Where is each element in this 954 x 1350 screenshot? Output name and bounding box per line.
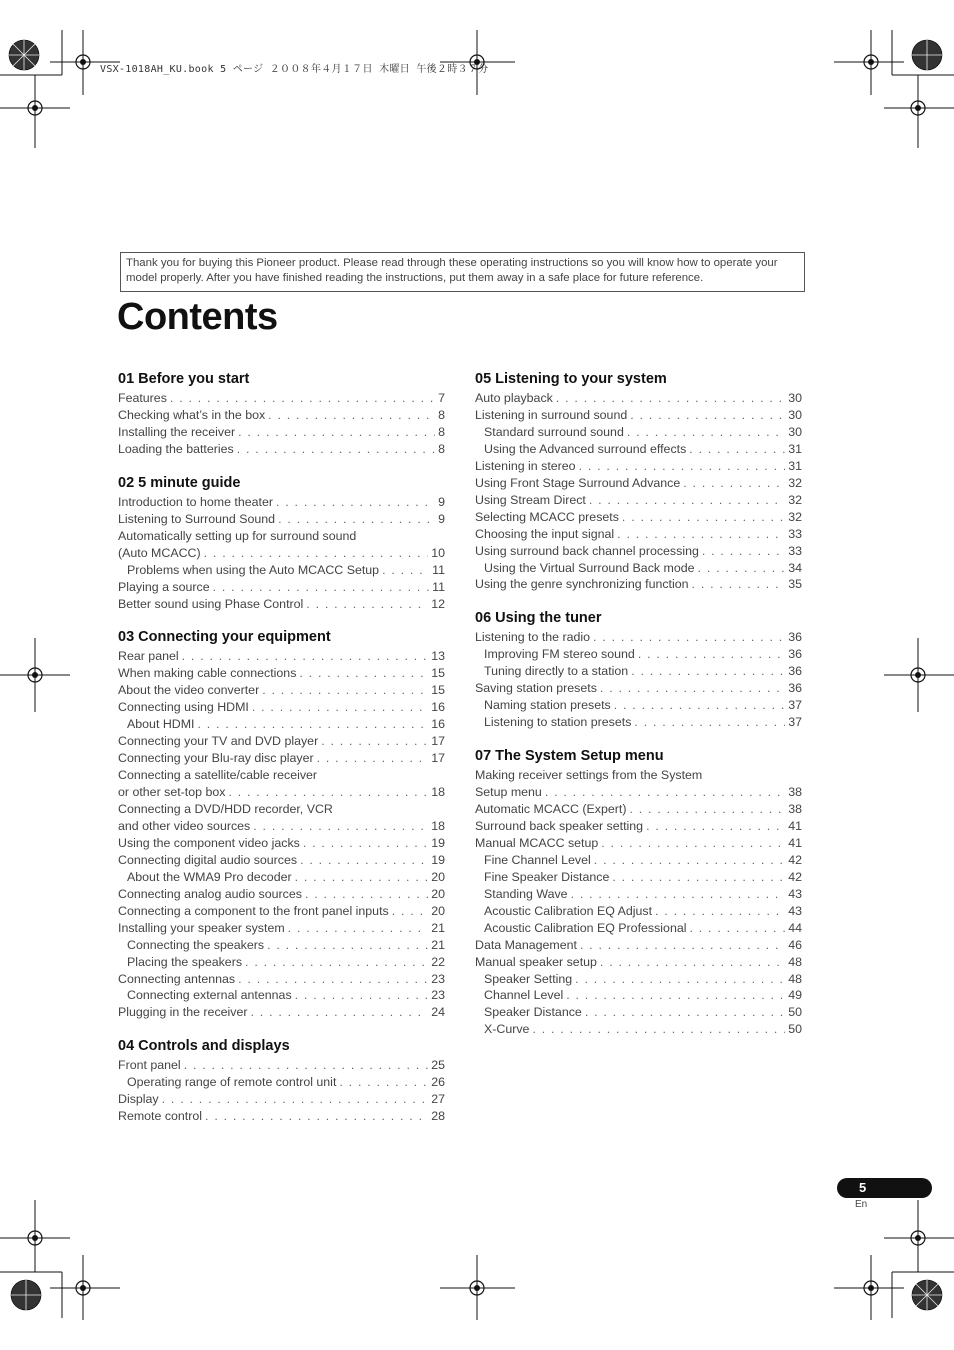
- dot-leader: [253, 818, 428, 835]
- toc-entry[interactable]: [127, 987, 445, 1004]
- toc-entry-page: 21: [431, 937, 445, 952]
- dot-leader: [566, 987, 785, 1004]
- toc-entry-title: Automatically setting up for surround sound: [118, 528, 357, 543]
- toc-entry-page: 15: [431, 683, 445, 698]
- dot-leader: [646, 818, 785, 835]
- toc-entry-page: 36: [788, 630, 802, 645]
- dot-leader: [299, 665, 428, 682]
- toc-entry[interactable]: [118, 665, 445, 682]
- dot-leader: [702, 543, 785, 560]
- toc-entry-page: 32: [788, 509, 802, 524]
- toc-entry-title: Connecting antennas: [118, 971, 236, 986]
- toc-entry-page: 10: [431, 545, 445, 560]
- toc-entry-page: 46: [788, 937, 802, 952]
- toc-entry[interactable]: [118, 441, 445, 458]
- toc-entry[interactable]: [118, 545, 445, 562]
- toc-entry-page: 38: [788, 785, 802, 800]
- toc-entry[interactable]: [118, 1004, 445, 1021]
- toc-entry-title: Standing Wave: [484, 886, 568, 901]
- toc-entry-title: Checking what’s in the box: [118, 407, 266, 422]
- toc-entry-page: 22: [431, 954, 445, 969]
- section-heading: 04 Controls and displays: [118, 1038, 290, 1055]
- toc-entry[interactable]: [484, 441, 802, 458]
- toc-entry-page: 20: [431, 886, 445, 901]
- dot-leader: [689, 441, 785, 458]
- toc-entry-title: Surround back speaker setting: [475, 818, 644, 833]
- toc-entry-title: Fine Channel Level: [484, 852, 591, 867]
- dot-leader: [600, 954, 785, 971]
- toc-entry[interactable]: [118, 1108, 445, 1125]
- toc-entry-page: 24: [431, 1005, 445, 1020]
- toc-entry-title: Connecting your Blu-ray disc player: [118, 751, 314, 766]
- toc-entry[interactable]: [475, 835, 802, 852]
- dot-leader: [204, 545, 429, 562]
- toc-entry-page: 15: [431, 666, 445, 681]
- toc-entry-title: Channel Level: [484, 988, 564, 1003]
- toc-entry[interactable]: [118, 903, 445, 920]
- toc-entry-title: Connecting using HDMI: [118, 700, 249, 715]
- toc-entry-title: Placing the speakers: [127, 954, 243, 969]
- toc-entry-title: Connecting a DVD/HDD recorder, VCR: [118, 802, 333, 816]
- toc-entry-title: Improving FM stereo sound: [484, 647, 635, 662]
- toc-entry-title: Connecting digital audio sources: [118, 852, 298, 867]
- dot-leader: [170, 390, 435, 407]
- toc-entry[interactable]: [475, 629, 802, 646]
- dot-leader: [317, 750, 429, 767]
- toc-entry-page: 41: [788, 818, 802, 833]
- toc-entry[interactable]: [484, 560, 802, 577]
- toc-entry-title: Remote control: [118, 1109, 203, 1124]
- dot-leader: [631, 663, 785, 680]
- toc-entry-page: 9: [438, 511, 445, 526]
- toc-entry-title: Using surround back channel processing: [475, 543, 699, 558]
- toc-entry-title: Plugging in the receiver: [118, 1005, 248, 1020]
- toc-entry[interactable]: [484, 424, 802, 441]
- toc-entry[interactable]: [475, 784, 802, 801]
- toc-entry[interactable]: [127, 716, 445, 733]
- toc-entry-title: When making cable connections: [118, 666, 297, 681]
- toc-entry-page: 26: [431, 1075, 445, 1090]
- toc-entry-title: Listening to station presets: [484, 715, 632, 730]
- toc-entry[interactable]: [475, 767, 802, 784]
- toc-entry-title: Problems when using the Auto MCACC Setup: [127, 562, 380, 577]
- dot-leader: [382, 562, 429, 579]
- toc-entry-title: Connecting analog audio sources: [118, 886, 302, 901]
- dot-leader: [184, 1057, 429, 1074]
- dot-leader: [278, 511, 435, 528]
- dot-leader: [238, 424, 435, 441]
- toc-entry-title: Manual speaker setup: [475, 954, 597, 969]
- toc-entry-page: 48: [788, 954, 802, 969]
- toc-entry-page: 30: [788, 407, 802, 422]
- toc-entry[interactable]: [118, 971, 445, 988]
- toc-entry-page: 21: [431, 920, 445, 935]
- toc-entry-title: Making receiver settings from the System: [475, 768, 703, 783]
- toc-entry-title: Connecting external antennas: [127, 988, 292, 1003]
- dot-leader: [634, 714, 785, 731]
- toc-entry[interactable]: [484, 697, 802, 714]
- dot-leader: [339, 1074, 428, 1091]
- toc-entry[interactable]: [118, 699, 445, 716]
- toc-entry-page: 42: [788, 869, 802, 884]
- toc-entry[interactable]: [475, 407, 802, 424]
- dot-leader: [228, 784, 428, 801]
- dot-leader: [579, 458, 786, 475]
- toc-entry[interactable]: [475, 937, 802, 954]
- toc-entry-title: Installing your speaker system: [118, 920, 285, 935]
- toc-entry[interactable]: [475, 492, 802, 509]
- toc-entry[interactable]: [118, 511, 445, 528]
- page-number: 5: [837, 1178, 932, 1198]
- dot-leader: [238, 971, 428, 988]
- section-heading: 06 Using the tuner: [475, 610, 602, 627]
- toc-entry-title: Display: [118, 1092, 159, 1107]
- dot-leader: [580, 937, 785, 954]
- toc-entry-title: Front panel: [118, 1058, 181, 1073]
- toc-entry[interactable]: [118, 528, 445, 545]
- toc-entry-title: Listening to the radio: [475, 630, 591, 645]
- toc-entry-page: 11: [432, 579, 445, 594]
- toc-entry-page: 32: [788, 475, 802, 490]
- toc-entry[interactable]: [484, 1004, 802, 1021]
- dot-leader: [629, 801, 785, 818]
- toc-entry-title: Standard surround sound: [484, 424, 624, 439]
- toc-entry-page: 35: [788, 577, 802, 592]
- toc-entry[interactable]: [484, 646, 802, 663]
- toc-entry[interactable]: [484, 663, 802, 680]
- toc-entry-title: (Auto MCACC): [118, 545, 201, 560]
- toc-entry[interactable]: [118, 886, 445, 903]
- toc-entry-title: or other set-top box: [118, 785, 226, 800]
- toc-entry[interactable]: [127, 1074, 445, 1091]
- toc-entry[interactable]: [475, 954, 802, 971]
- dot-leader: [288, 920, 429, 937]
- toc-entry-title: Loading the batteries: [118, 441, 234, 456]
- dot-leader: [321, 733, 428, 750]
- toc-entry[interactable]: [475, 526, 802, 543]
- toc-entry-page: 20: [431, 903, 445, 918]
- dot-leader: [630, 407, 785, 424]
- page-title: Contents: [117, 296, 278, 338]
- toc-entry-page: 23: [431, 988, 445, 1003]
- toc-entry-page: 33: [788, 526, 802, 541]
- toc-entry-title: Tuning directly to a station: [484, 664, 629, 679]
- toc-entry[interactable]: [475, 680, 802, 697]
- dot-leader: [213, 579, 430, 596]
- section-heading: 03 Connecting your equipment: [118, 629, 331, 646]
- dot-leader: [295, 869, 429, 886]
- dot-leader: [617, 526, 785, 543]
- dot-leader: [267, 937, 428, 954]
- dot-leader: [698, 560, 786, 577]
- toc-entry[interactable]: [127, 954, 445, 971]
- toc-entry-page: 43: [788, 886, 802, 901]
- section-heading: 01 Before you start: [118, 371, 250, 387]
- toc-entry-title: Acoustic Calibration EQ Professional: [484, 920, 687, 935]
- toc-entry-page: 32: [788, 492, 802, 507]
- dot-leader: [683, 475, 785, 492]
- toc-entry[interactable]: [484, 987, 802, 1004]
- toc-entry-page: 34: [788, 560, 802, 575]
- toc-entry[interactable]: [118, 767, 445, 784]
- toc-entry-title: Fine Speaker Distance: [484, 869, 610, 884]
- toc-entry-title: About HDMI: [127, 717, 195, 732]
- toc-entry[interactable]: [475, 458, 802, 475]
- dot-leader: [571, 886, 786, 903]
- dot-leader: [655, 903, 785, 920]
- toc-entry-title: Setup menu: [475, 785, 542, 800]
- toc-entry-title: Operating range of remote control unit: [127, 1075, 337, 1090]
- toc-entry-page: 38: [788, 802, 802, 816]
- dot-leader: [197, 716, 428, 733]
- toc-entry-page: 42: [788, 852, 802, 867]
- toc-entry-page: 31: [788, 441, 802, 456]
- toc-entry-page: 30: [788, 391, 802, 405]
- toc-entry-page: 33: [788, 543, 802, 558]
- toc-entry-title: Connecting the speakers: [127, 937, 265, 952]
- toc-entry-title: Naming station presets: [484, 698, 611, 713]
- toc-entry-page: 11: [432, 562, 445, 577]
- toc-entry[interactable]: [127, 937, 445, 954]
- toc-entry-title: X-Curve: [484, 1022, 530, 1037]
- dot-leader: [594, 852, 785, 869]
- toc-entry-title: Playing a source: [118, 579, 210, 594]
- toc-entry-title: Better sound using Phase Control: [118, 596, 304, 611]
- dot-leader: [600, 680, 785, 697]
- dot-leader: [585, 1004, 785, 1021]
- toc-entry[interactable]: [475, 475, 802, 492]
- toc-entry-title: Data Management: [475, 937, 577, 952]
- toc-entry-page: 44: [788, 920, 802, 935]
- toc-entry[interactable]: [484, 920, 802, 937]
- toc-entry-page: 50: [788, 1005, 802, 1020]
- toc-entry-title: Connecting a satellite/cable receiver: [118, 768, 318, 783]
- toc-entry-title: Rear panel: [118, 649, 179, 664]
- toc-entry-page: 17: [431, 751, 445, 766]
- toc-entry-page: 18: [431, 785, 445, 800]
- toc-entry-title: Features: [118, 391, 167, 405]
- dot-leader: [532, 1021, 785, 1038]
- section-heading: 05 Listening to your system: [475, 371, 667, 387]
- toc-entry[interactable]: [118, 1057, 445, 1074]
- toc-entry-page: 16: [431, 700, 445, 715]
- dot-leader: [245, 954, 428, 971]
- toc-entry-page: 19: [431, 835, 445, 850]
- toc-entry[interactable]: [118, 596, 445, 613]
- toc-entry[interactable]: [118, 390, 445, 407]
- toc-entry-page: 37: [788, 715, 802, 730]
- toc-entry-page: 36: [788, 681, 802, 696]
- toc-entry-title: Speaker Setting: [484, 971, 573, 986]
- toc-entry-page: 8: [438, 407, 445, 422]
- toc-entry[interactable]: [484, 869, 802, 886]
- toc-entry-page: 12: [431, 596, 445, 611]
- toc-entry-title: Connecting a component to the front panel inputs: [118, 903, 389, 918]
- toc-entry[interactable]: [127, 869, 445, 886]
- dot-leader: [252, 699, 428, 716]
- toc-entry-page: 8: [438, 441, 445, 456]
- dot-leader: [300, 852, 428, 869]
- toc-entry[interactable]: [118, 801, 445, 818]
- toc-entry[interactable]: [118, 648, 445, 665]
- toc-entry-title: Listening in surround sound: [475, 407, 628, 422]
- dot-leader: [305, 886, 428, 903]
- toc-entry[interactable]: [118, 1091, 445, 1108]
- toc-entry-page: 27: [431, 1092, 445, 1107]
- toc-entry-title: Choosing the input signal: [475, 526, 615, 541]
- toc-entry[interactable]: [484, 852, 802, 869]
- toc-entry[interactable]: [118, 682, 445, 699]
- dot-leader: [575, 971, 785, 988]
- print-header: VSX-1018AH_KU.book 5 ページ ２００８年４月１７日 木曜日 午後２時３７分: [100, 64, 489, 75]
- toc-entry-page: 17: [431, 734, 445, 749]
- dot-leader: [262, 682, 428, 699]
- toc-entry[interactable]: [484, 1021, 802, 1038]
- toc-entry-title: Automatic MCACC (Expert): [475, 802, 627, 816]
- dot-leader: [295, 987, 429, 1004]
- section-heading: 07 The System Setup menu: [475, 748, 664, 765]
- toc-entry-page: 9: [438, 494, 445, 509]
- dot-leader: [692, 576, 786, 593]
- toc-entry-title: Selecting MCACC presets: [475, 509, 619, 524]
- language-code: En: [855, 1199, 868, 1210]
- toc-entry-page: 20: [431, 869, 445, 884]
- toc-entry[interactable]: [475, 801, 802, 818]
- toc-entry-page: 41: [788, 835, 802, 850]
- toc-entry[interactable]: [118, 784, 445, 801]
- dot-leader: [545, 784, 785, 801]
- toc-entry[interactable]: [118, 852, 445, 869]
- toc-entry[interactable]: [118, 818, 445, 835]
- toc-entry-title: Acoustic Calibration EQ Adjust: [484, 903, 653, 918]
- dot-leader: [612, 869, 785, 886]
- toc-entry-title: Speaker Distance: [484, 1005, 582, 1020]
- dot-leader: [306, 596, 428, 613]
- section-heading: 02 5 minute guide: [118, 474, 241, 491]
- toc-entry-page: 25: [431, 1058, 445, 1073]
- dot-leader: [556, 390, 785, 407]
- toc-entry-title: Using the Virtual Surround Back mode: [484, 560, 695, 575]
- toc-entry-title: Installing the receiver: [118, 424, 236, 439]
- toc-entry-title: Listening to Surround Sound: [118, 511, 276, 526]
- dot-leader: [392, 903, 428, 920]
- toc-entry-title: About the video converter: [118, 683, 260, 698]
- toc-entry-page: 37: [788, 698, 802, 713]
- toc-entry[interactable]: [118, 494, 445, 511]
- toc-entry[interactable]: [118, 424, 445, 441]
- toc-entry-page: 7: [438, 391, 445, 405]
- dot-leader: [268, 407, 435, 424]
- toc-entry-title: and other video sources: [118, 818, 251, 833]
- intro-box: Thank you for buying this Pioneer product. Please read through these operating instructions so you will know how to operate your model properly. After you have finished reading the instructions, put them away in a safe place for future reference.: [120, 252, 805, 292]
- toc-entry-page: 18: [431, 818, 445, 833]
- toc-entry-page: 30: [788, 424, 802, 439]
- dot-leader: [614, 697, 785, 714]
- toc-entry-title: Using Front Stage Surround Advance: [475, 475, 681, 490]
- toc-entry[interactable]: [118, 835, 445, 852]
- toc-entry-title: Manual MCACC setup: [475, 835, 599, 850]
- toc-entry-page: 49: [788, 988, 802, 1003]
- toc-entry[interactable]: [118, 750, 445, 767]
- toc-entry-title: Using the Advanced surround effects: [484, 441, 687, 456]
- toc-entry[interactable]: [475, 818, 802, 835]
- toc-entry-title: Connecting your TV and DVD player: [118, 734, 319, 749]
- dot-leader: [237, 441, 435, 458]
- dot-leader: [601, 835, 785, 852]
- toc-entry[interactable]: [475, 576, 802, 593]
- dot-leader: [638, 646, 785, 663]
- toc-entry-title: Using the component video jacks: [118, 835, 300, 850]
- dot-leader: [689, 920, 785, 937]
- dot-leader: [627, 424, 785, 441]
- dot-leader: [182, 648, 429, 665]
- dot-leader: [276, 494, 435, 511]
- dot-leader: [593, 629, 785, 646]
- toc-entry-title: Saving station presets: [475, 681, 597, 696]
- toc-entry[interactable]: [484, 714, 802, 731]
- toc-entry[interactable]: [118, 733, 445, 750]
- dot-leader: [251, 1004, 429, 1021]
- toc-entry-page: 31: [788, 458, 802, 473]
- toc-entry-page: 23: [431, 971, 445, 986]
- toc-entry-title: Auto playback: [475, 391, 553, 405]
- toc-entry[interactable]: [118, 579, 445, 596]
- toc-entry[interactable]: [118, 407, 445, 424]
- toc-entry-title: About the WMA9 Pro decoder: [127, 869, 292, 884]
- dot-leader: [205, 1108, 428, 1125]
- dot-leader: [303, 835, 428, 852]
- toc-entry-page: 19: [431, 852, 445, 867]
- toc-entry[interactable]: [475, 509, 802, 526]
- toc-entry[interactable]: [484, 886, 802, 903]
- toc-entry-page: 36: [788, 664, 802, 679]
- dot-leader: [162, 1091, 429, 1108]
- toc-entry-page: 28: [431, 1109, 445, 1124]
- toc-entry[interactable]: [484, 971, 802, 988]
- toc-entry[interactable]: [484, 903, 802, 920]
- toc-entry-page: 50: [788, 1022, 802, 1037]
- toc-entry[interactable]: [127, 562, 445, 579]
- toc-entry[interactable]: [475, 390, 802, 407]
- toc-entry-title: Using Stream Direct: [475, 492, 586, 507]
- toc-entry-page: 13: [431, 649, 445, 664]
- toc-entry-page: 43: [788, 903, 802, 918]
- toc-entry-title: Using the genre synchronizing function: [475, 577, 689, 592]
- toc-entry-page: 8: [438, 424, 445, 439]
- toc-entry-page: 36: [788, 647, 802, 662]
- toc-entry-page: 48: [788, 971, 802, 986]
- toc-entry[interactable]: [475, 543, 802, 560]
- toc-entry-page: 16: [431, 717, 445, 732]
- toc-entry-title: Introduction to home theater: [118, 494, 273, 509]
- dot-leader: [589, 492, 785, 509]
- dot-leader: [622, 509, 785, 526]
- toc-entry-title: Listening in stereo: [475, 458, 576, 473]
- toc-entry[interactable]: [118, 920, 445, 937]
